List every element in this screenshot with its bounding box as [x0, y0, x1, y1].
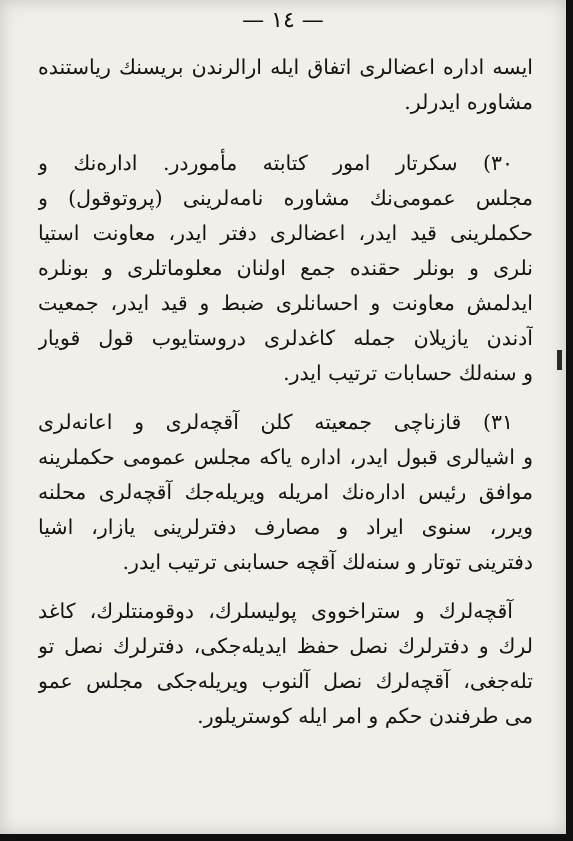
text-line: و سنه‌لك حسابات ترتيب ايدر.: [283, 361, 533, 385]
text-line: آقچه‌لرك و ستراخووى پوليسلرك، دوقومنتلرك، كاغد: [38, 599, 513, 623]
page-text: [38, 50, 533, 734]
paragraph-gap: [38, 391, 533, 405]
text-line: لرك و دفترلرك نصل حفظ ايديله‌جكى، دفترلرك نصل تو: [38, 634, 533, 658]
text-line: ايسه اداره اعضالرى اتفاق ايله ارالرندن بريسنك رياستنده: [38, 55, 533, 79]
text-line: حكملرينى قيد ايدر، اعضالرى دفتر ايدر، معاونت استيا: [38, 221, 533, 245]
paragraph-final: [38, 594, 533, 734]
text-line: آدندن يازيلان جمله كاغدلرى دروستايوب قول قويار: [38, 326, 533, 350]
text-line: ٣٠) سكرتار امور كتابته مأموردر. اداره‌نك و: [38, 151, 513, 175]
page-edge-mark: [557, 350, 562, 370]
page-number: — ١٤ —: [242, 8, 324, 33]
text-line: مشاوره ايدرلر.: [404, 90, 533, 114]
text-line: تله‌جغى، آقچه‌لرك نصل آلنوب ويريله‌جكى مجلس عمو: [38, 669, 533, 693]
paragraph-continuation: [38, 50, 533, 120]
paragraph-gap: [38, 120, 533, 146]
text-line: مى طرفندن حكم و امر ايله كوستريلور.: [197, 704, 533, 728]
text-line: موافق رئيس اداره‌نك امريله ويريله‌جك آقچه‌لرى محلنه: [38, 480, 533, 504]
text-line: مجلس عمومى‌نك مشاوره نامه‌لرينى (پروتوقول) و: [38, 186, 533, 210]
article-31: [38, 405, 533, 580]
article-30: [38, 146, 533, 391]
paragraph-gap: [38, 580, 533, 594]
text-line: ٣١) قازناچى جمعيته كلن آقچه‌لرى و اعانه‌لرى: [38, 410, 513, 434]
text-line: و اشيالرى قبول ايدر، اداره ياكه مجلس عمومى حكملرينه: [38, 445, 533, 469]
text-line: نلرى و بونلر حقنده جمع اولنان معلوماتلرى و بونلره: [38, 256, 533, 280]
text-line: ايدلمش معاونت و احسانلرى ضبط و قيد ايدر، جمعيت: [38, 291, 533, 315]
text-line: ويرر، سنوى ايراد و مصارف دفترلرينى يازار، اشيا: [38, 515, 533, 539]
text-line: دفترينى توتار و سنه‌لك آقچه حسابنى ترتيب ايدر.: [122, 550, 533, 574]
